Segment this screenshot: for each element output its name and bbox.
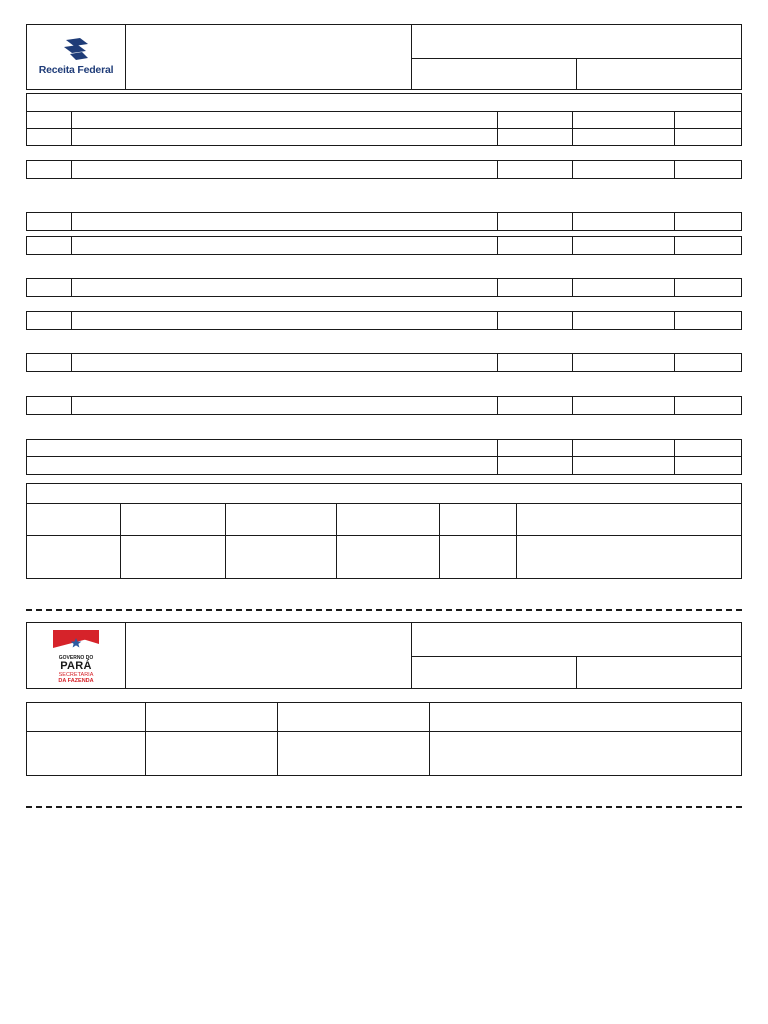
column-divider: [71, 311, 72, 330]
header-title-cell-2: [125, 622, 412, 689]
column-divider: [497, 439, 498, 475]
header-right-bottom-left-cell-2: [411, 656, 577, 689]
para-state-logo: [53, 630, 99, 688]
header-right-bottom-right-cell: [576, 58, 742, 90]
column-divider: [572, 160, 573, 179]
column-divider: [572, 353, 573, 372]
summary-value-row: [26, 535, 742, 579]
column-divider: [497, 311, 498, 330]
column-divider: [120, 503, 121, 579]
header-right-bottom-right-cell-2: [576, 656, 742, 689]
column-divider: [71, 236, 72, 255]
column-divider: [572, 278, 573, 297]
table-row: [26, 128, 742, 146]
receipt-value-row: [26, 731, 742, 776]
column-divider: [497, 353, 498, 372]
table-row: [26, 396, 742, 415]
receipt-label-row: [26, 702, 742, 732]
para-logo-line4: DA FAZENDA: [58, 678, 94, 684]
column-divider: [572, 311, 573, 330]
column-divider: [429, 702, 430, 776]
para-flag-icon: [53, 630, 99, 655]
receita-federal-emblem-icon: [36, 36, 116, 64]
para-logo-line3: SECRETARIA: [58, 672, 94, 678]
column-divider: [674, 311, 675, 330]
header-right-top-cell: [411, 24, 742, 59]
summary-label-row: [26, 503, 742, 536]
column-divider: [145, 702, 146, 776]
column-divider: [516, 503, 517, 579]
cut-line: [26, 806, 742, 808]
table-row: [26, 439, 742, 457]
column-divider: [71, 396, 72, 415]
column-divider: [572, 396, 573, 415]
column-divider: [674, 212, 675, 231]
column-divider: [572, 439, 573, 475]
column-divider: [71, 212, 72, 231]
column-divider: [277, 702, 278, 776]
column-divider: [497, 160, 498, 179]
header-right-top-cell-2: [411, 622, 742, 657]
column-divider: [497, 236, 498, 255]
table-row: [26, 212, 742, 231]
para-logo-line1: GOVERNO DO: [58, 655, 94, 661]
column-divider: [674, 160, 675, 179]
column-divider: [336, 503, 337, 579]
para-logo-line2: PARÁ: [60, 660, 92, 672]
column-divider: [572, 236, 573, 255]
table-row: [26, 111, 742, 129]
cut-line: [26, 609, 742, 611]
table-row: [26, 160, 742, 179]
column-divider: [439, 503, 440, 579]
column-divider: [572, 212, 573, 231]
column-divider: [71, 353, 72, 372]
column-divider: [497, 212, 498, 231]
column-divider: [572, 111, 573, 146]
column-divider: [674, 236, 675, 255]
column-divider: [71, 111, 72, 146]
column-divider: [497, 111, 498, 146]
receita-federal-logo: [36, 36, 116, 80]
summary-header-bar: [26, 483, 742, 504]
table-row: [26, 278, 742, 297]
table-row: [26, 353, 742, 372]
column-divider: [674, 396, 675, 415]
table-row: [26, 311, 742, 330]
column-divider: [674, 111, 675, 146]
section-header-bar: [26, 93, 742, 112]
table-row: [26, 236, 742, 255]
column-divider: [674, 278, 675, 297]
table-row: [26, 456, 742, 475]
receita-federal-logo-text: Receita Federal: [38, 64, 114, 76]
column-divider: [497, 396, 498, 415]
column-divider: [497, 278, 498, 297]
column-divider: [71, 160, 72, 179]
column-divider: [674, 353, 675, 372]
header-right-bottom-left-cell: [411, 58, 577, 90]
column-divider: [674, 439, 675, 475]
column-divider: [225, 503, 226, 579]
column-divider: [71, 278, 72, 297]
header-title-cell: [125, 24, 412, 90]
